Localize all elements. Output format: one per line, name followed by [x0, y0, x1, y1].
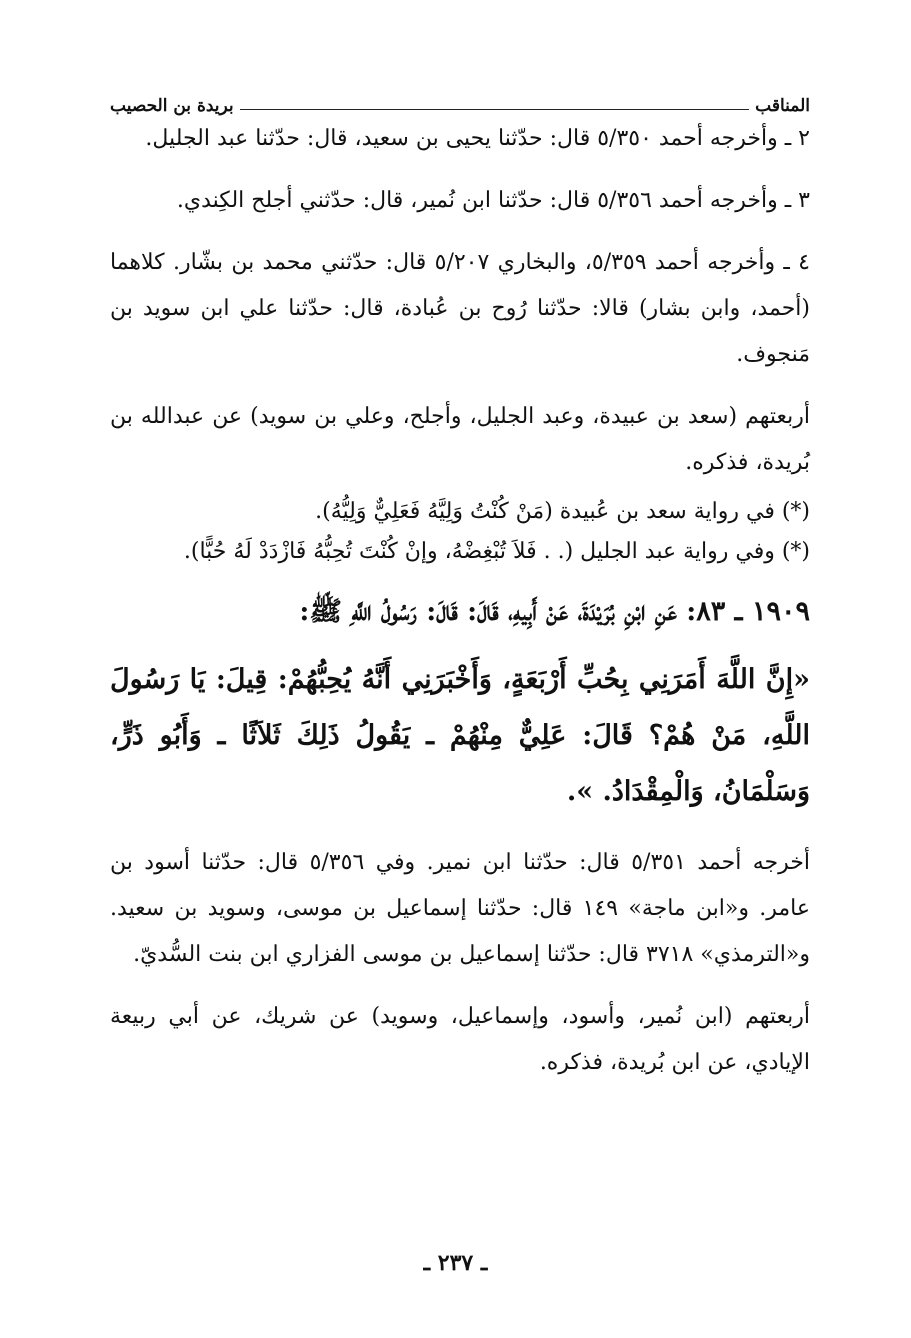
header-section: المناقب	[755, 96, 810, 116]
footnote-1: (*) في رواية سعد بن عُبيدة (مَنْ كُنْتُ وَلِيَّهُ فَعَلِيٌّ وَلِيُّهُ).	[315, 499, 810, 524]
footnote-2: (*) وفي رواية عبد الجليل (. . فَلاَ تُبْغِضْهُ، وإنْ كُنْتَ تُحِبُّهُ فَازْدَدْ لَهُ حُبًّا).	[183, 539, 810, 564]
takhrij-paragraph-2: أربعتهم (ابن نُمير، وأسود، وإسماعيل، وسويد) عن شريك، عن أبي ربيعة الإيادي، عن ابن بُريدة، فذكره.	[110, 1004, 810, 1075]
paragraph-2: ٣ ـ وأخرجه أحمد ٥/٣٥٦ قال: حدّثنا ابن نُمير، قال: حدّثني أجلح الكِندي.	[176, 188, 810, 213]
hadith-heading: ١٩٠٩ ـ ٨٣: عَنِ ابْنِ بُرَيْدَةَ، عَنْ أَبِيهِ، قَالَ: قَالَ: رَسُولُ اللَّهِ ﷺ:	[299, 596, 810, 627]
takhrij-paragraph-1: أخرجه أحمد ٥/٣٥١ قال: حدّثنا ابن نمير. وفي ٥/٣٥٦ قال: حدّثنا أسود بن عامر. و«ابن ماجة» ١٤٩ قال: حدّثنا إسماعيل بن موسى، وسويد بن سعيد. و«الترمذي» ٣٧١٨ قال: حدّثنا إسماعيل بن موسى الفزاري ابن بنت السُّديّ.	[110, 850, 811, 967]
paragraph-1: ٢ ـ وأخرجه أحمد ٥/٣٥٠ قال: حدّثنا يحيى بن سعيد، قال: حدّثنا عبد الجليل.	[145, 126, 810, 151]
page-number: ـ ٢٣٧ ـ	[423, 1250, 488, 1276]
running-header	[110, 90, 810, 116]
header-title: بريدة بن الحصيب	[110, 96, 234, 116]
paragraph-3: ٤ ـ وأخرجه أحمد ٥/٣٥٩، والبخاري ٥/٢٠٧ قال: حدّثني محمد بن بشّار. كلاهما (أحمد، وابن بشار) قالا: حدّثنا رُوح بن عُبادة، قال: حدّثنا علي ابن سويد بن مَنجوف.	[110, 250, 810, 367]
header-rule	[240, 109, 750, 110]
paragraph-4: أربعتهم (سعد بن عبيدة، وعبد الجليل، وأجلح، وعلي بن سويد) عن عبدالله بن بُريدة، فذكره.	[110, 404, 810, 475]
hadith-text: «إِنَّ اللَّهَ أَمَرَنِي بِحُبِّ أَرْبَعَةٍ، وَأَخْبَرَنِي أَنَّهُ يُحِبُّهُمْ: قِيلَ: يَا رَسُولَ اللَّهِ، مَنْ هُمْ؟ قَالَ: عَلِيٌّ مِنْهُمْ ـ يَقُولُ ذَلِكَ ثَلاَثًا ـ وَأَبُو ذَرٍّ، وَسَلْمَانُ، وَالْمِقْدَادُ. ».	[110, 664, 810, 807]
page-body	[110, 90, 810, 1086]
